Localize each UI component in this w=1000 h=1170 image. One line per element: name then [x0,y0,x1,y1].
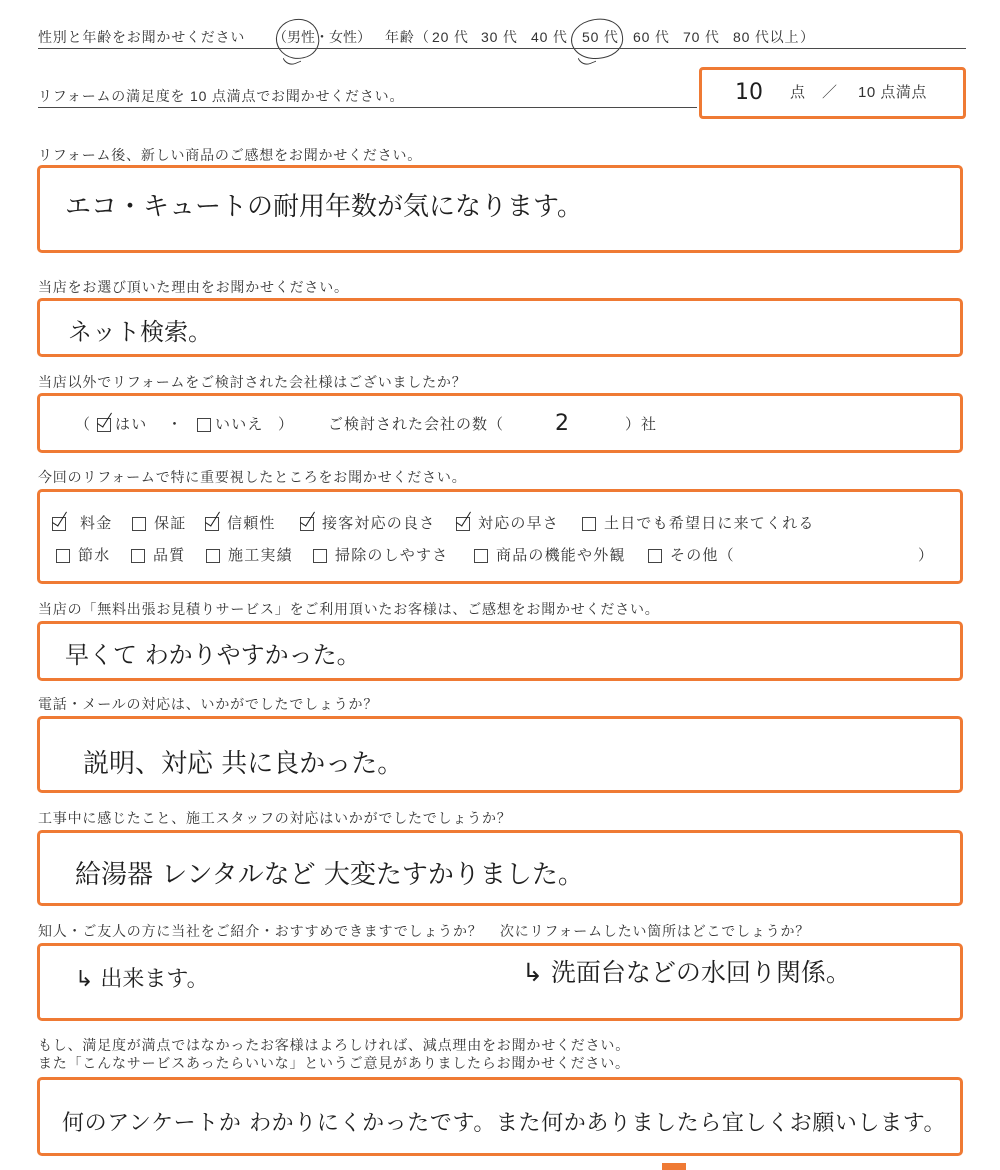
construction-answer: 給湯器 レンタルなど 大変たすかりました。 [75,860,584,890]
construction-label: 工事中に感じたこと、施工スタッフの対応はいかがでしたでしょうか？ [38,810,512,826]
priority-option-quality [131,546,185,566]
priority-label-response-speed: 対応の早さ [478,515,560,532]
reason-label: 当店をお選び頂いた理由をお聞かせください。 [38,279,349,295]
gender-open-paren: （ [273,29,287,45]
other-companies-yes-option [97,415,147,435]
yes-no-separator: ・ [167,416,184,433]
gender-age-underline [38,48,966,49]
feedback-label-line1: もし、満足度が満点ではなかったお客様はよろしければ、減点理由をお聞かせください。 [38,1037,630,1053]
other-companies-close-paren: ） [278,416,295,433]
estimate-answer: 早くて わかりやすかった。 [65,641,361,669]
gender-option-female[interactable]: 女性 [329,29,357,45]
priority-checkbox-function-appearance[interactable] [474,549,488,563]
satisfaction-max: 10 点満点 [858,84,927,101]
gender-separator: ・ [315,29,329,45]
priority-option-track-record [206,546,293,566]
new-product-answer: エコ・キュートの耐用年数が気になります。 [65,192,583,222]
priority-option-warranty [132,514,186,534]
no-label: いいえ [215,416,264,433]
satisfaction-unit: 点 [790,84,807,101]
satisfaction-score-box[interactable] [699,67,966,119]
priority-label-weekend-visit: 土日でも希望日に来てくれる [604,515,815,532]
phone-label: 電話・メールの対応は、いかがでしたでしょうか？ [38,696,379,712]
age-option-50s[interactable]: 50 代 [582,29,619,45]
other-companies-label: 当店以外でリフォームをご検討された会社様はございましたか？ [38,374,467,390]
priority-label-water-saving: 節水 [78,547,111,564]
estimate-answer-box[interactable] [37,621,963,681]
new-product-answer-box[interactable] [37,165,963,253]
satisfaction-underline [38,107,697,108]
priority-checkbox-response-speed[interactable] [456,517,470,531]
satisfaction-label: リフォームの満足度を 10 点満点でお聞かせください。 [38,88,405,104]
priority-label-quality: 品質 [153,547,186,564]
estimate-label: 当店の「無料出張お見積りサービス」をご利用頂いたお客様は、ご感想をお聞かせください。 [38,601,660,617]
gender-options [273,28,371,46]
age-option-80s-plus[interactable]: 80 代以上 [733,29,800,45]
priority-label-track-record: 施工実績 [228,547,293,564]
feedback-label-line2: また「こんなサービスあったらいいな」というご意見がありましたらお聞かせください。 [38,1055,630,1071]
no-checkbox[interactable] [197,418,211,432]
construction-answer-box[interactable] [37,830,963,906]
phone-answer-box[interactable] [37,716,963,793]
priority-checkbox-price[interactable] [52,517,66,531]
priority-label-warranty: 保証 [154,515,187,532]
priority-option-response-speed [456,514,559,534]
priority-option-weekend-visit [582,514,815,534]
reason-answer: ネット検索。 [68,318,212,346]
age-close-paren: ） [800,29,815,45]
feedback-answer-box[interactable] [37,1077,963,1156]
satisfaction-score: 10 [735,80,763,105]
recommend-answer: ↳ 出来ます。 [75,967,209,992]
company-count-suffix: ）社 [625,416,658,433]
priorities-label: 今回のリフォームで特に重要視したところをお聞かせください。 [38,469,467,485]
recommend-label: 知人・ご友人の方に当社をご紹介・おすすめできますでしょうか？ [38,923,483,939]
priority-checkbox-easy-cleaning[interactable] [313,549,327,563]
priority-checkbox-warranty[interactable] [132,517,146,531]
age-options [385,28,815,46]
yes-label: はい [115,416,148,433]
next-area-answer: ↳ 洗面台などの水回り関係。 [522,958,851,987]
phone-answer: 説明、対応 共に良かった。 [83,749,404,779]
age-option-20s[interactable]: 20 代 [432,29,469,45]
priority-label-function-appearance: 商品の機能や外観 [496,547,626,564]
page-edge-mark [662,1163,686,1170]
priority-checkbox-reliability[interactable] [205,517,219,531]
age-option-70s[interactable]: 70 代 [683,29,720,45]
reason-answer-box[interactable] [37,298,963,357]
priority-checkbox-other[interactable] [648,549,662,563]
priority-label-price: 料金 [80,515,113,532]
priority-option-price [52,514,112,534]
priority-label-easy-cleaning: 掃除のしやすさ [335,547,449,564]
gender-age-label: 性別と年齢をお聞かせください [38,29,246,45]
priority-option-customer-service [300,514,435,534]
feedback-answer: 何のアンケートか わかりにくかったです。また何かありましたら宜しくお願いします。 [62,1111,947,1136]
priority-checkbox-quality[interactable] [131,549,145,563]
age-label: 年齢 [385,29,415,45]
satisfaction-slash: ／ [822,84,839,101]
priority-checkbox-weekend-visit[interactable] [582,517,596,531]
age-open-paren: （ [415,29,430,45]
age-option-30s[interactable]: 30 代 [481,29,518,45]
priority-option-function-appearance [474,546,626,566]
recommend-answer-box[interactable] [37,943,963,1021]
company-count-value[interactable]: 2 [555,411,569,436]
priority-checkbox-track-record[interactable] [206,549,220,563]
yes-checkbox[interactable] [97,418,111,432]
priority-option-water-saving [56,546,110,566]
priority-other-close-paren: ） [918,547,935,564]
priority-option-reliability [205,514,276,534]
gender-close-paren: ） [357,29,371,45]
priority-option-easy-cleaning [313,546,448,566]
age-option-60s[interactable]: 60 代 [633,29,670,45]
other-companies-open-paren: （ [75,416,92,433]
priority-option-other [648,546,735,566]
priority-checkbox-water-saving[interactable] [56,549,70,563]
age-option-40s[interactable]: 40 代 [531,29,568,45]
priority-checkbox-customer-service[interactable] [300,517,314,531]
priorities-answer-box [37,489,963,584]
next-area-label: 次にリフォームしたい箇所はどこでしょうか？ [500,923,811,939]
other-companies-answer-box [37,393,963,453]
priority-label-customer-service: 接客対応の良さ [322,515,436,532]
gender-option-male[interactable]: 男性 [287,29,315,45]
new-product-label: リフォーム後、新しい商品のご感想をお聞かせください。 [38,147,423,163]
other-companies-no-option [197,415,264,435]
priority-label-reliability: 信頼性 [227,515,276,532]
company-count-label: ご検討された会社の数（ [328,416,505,433]
priority-label-other: その他（ [670,547,735,564]
